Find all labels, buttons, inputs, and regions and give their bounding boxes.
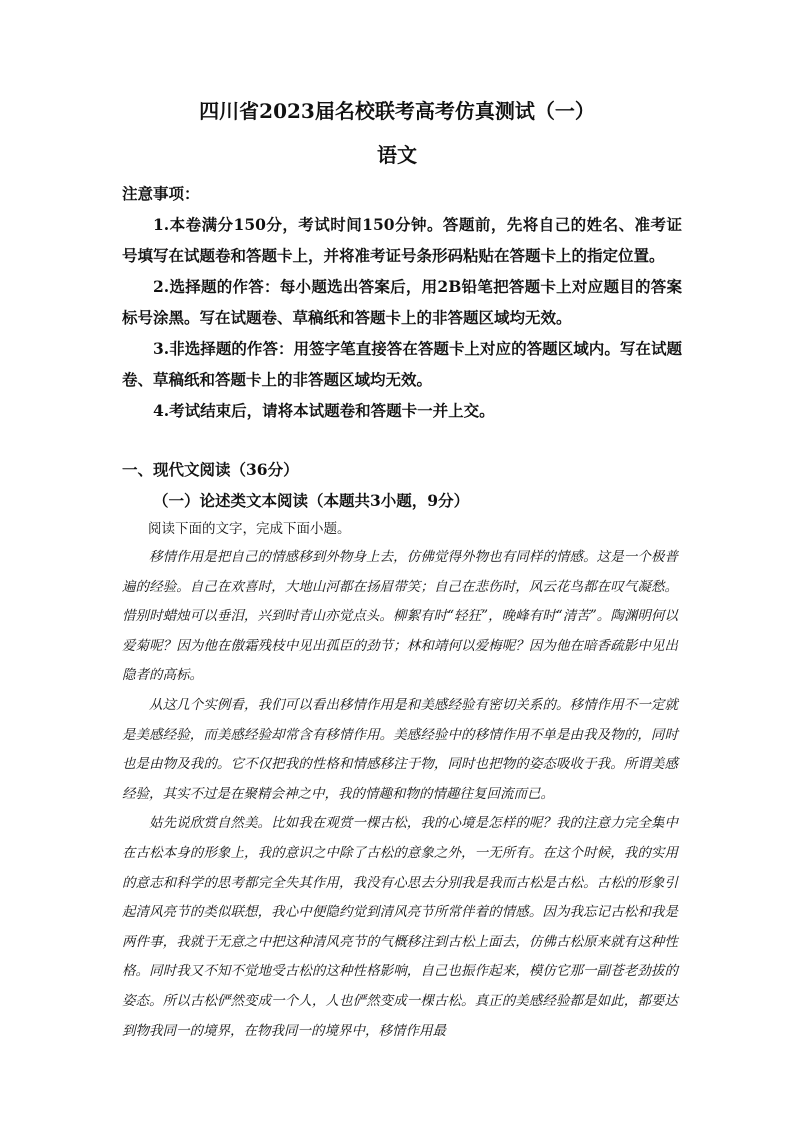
- notice-item: 3.非选择题的作答：用签字笔直接答在答题卡上对应的答题区域内。写在试题卷、草稿纸和答题卡上的非答题区域均无效。: [122, 339, 682, 389]
- exam-title: 四川省2023届名校联考高考仿真测试（一）: [199, 99, 595, 123]
- notice-heading: 注意事项：: [122, 184, 200, 203]
- sub-section-title: （一）论述类文本阅读（本题共3小题，9分）: [153, 491, 470, 510]
- reading-instruction: 阅读下面的文字，完成下面小题。: [148, 521, 351, 537]
- notice-block: [122, 178, 682, 426]
- reading-passage: [122, 543, 678, 1046]
- notice-item: 2.选择题的作答：每小题选出答案后，用2B铅笔把答题卡上对应题目的答案标号涂黑。写在试题卷、草稿纸和答题卡上的非答题区域均无效。: [122, 277, 682, 327]
- section-title: 一、现代文阅读（36分）: [122, 460, 299, 479]
- passage-paragraph: 从这几个实例看，我们可以看出移情作用是和美感经验有密切关系的。移情作用不一定就是美感经验，而美感经验却常含有移情作用。美感经验中的移情作用不单是由我及物的，同时也是由物及我的。它不仅把我的性格和情感移注于物，同时也把物的姿态吸收于我。所谓美感经验，其实不过是在聚精会神之中，我的情趣和物的情趣往复回流而已。: [122, 696, 678, 802]
- subject-title: 语文: [377, 143, 417, 167]
- notice-item: 1.本卷满分150分，考试时间150分钟。答题前，先将自己的姓名、准考证号填写在试题卷和答题卡上，并将准考证号条形码粘贴在答题卡上的指定位置。: [122, 215, 682, 265]
- passage-paragraph: 姑先说欣赏自然美。比如我在观赏一棵古松，我的心境是怎样的呢？我的注意力完全集中在古松本身的形象上，我的意识之中除了古松的意象之外，一无所有。在这个时候，我的实用的意志和科学的思考都完全失其作用，我没有心思去分别我是我而古松是古松。古松的形象引起清风亮节的类似联想，我心中便隐约觉到清风亮节所常伴着的情感。因为我忘记古松和我是两件事，我就于无意之中把这种清风亮节的气概移注到古松上面去，仿佛古松原来就有这种性格。同时我又不知不觉地受古松的这种性格影响，自己也振作起来，模仿它那一副苍老劲拔的姿态。所以古松俨然变成一个人，人也俨然变成一棵古松。真正的美感经验都是如此，都要达到物我同一的境界，在物我同一的境界中，移情作用最: [122, 815, 678, 1039]
- passage-paragraph: 移情作用是把自己的情感移到外物身上去，仿佛觉得外物也有同样的情感。这是一个极普遍的经验。自己在欢喜时，大地山河都在扬眉带笑；自己在悲伤时，风云花鸟都在叹气凝愁。惜别时蜡烛可以垂泪，兴到时青山亦觉点头。柳絮有时“轻狂”，晚峰有时“清苦”。陶渊明何以爱菊呢？因为他在傲霜残枝中见出孤臣的劲节；林和靖何以爱梅呢？因为他在暗香疏影中见出隐者的高标。: [122, 549, 678, 684]
- notice-item: 4.考试结束后，请将本试题卷和答题卡一并上交。: [153, 401, 495, 420]
